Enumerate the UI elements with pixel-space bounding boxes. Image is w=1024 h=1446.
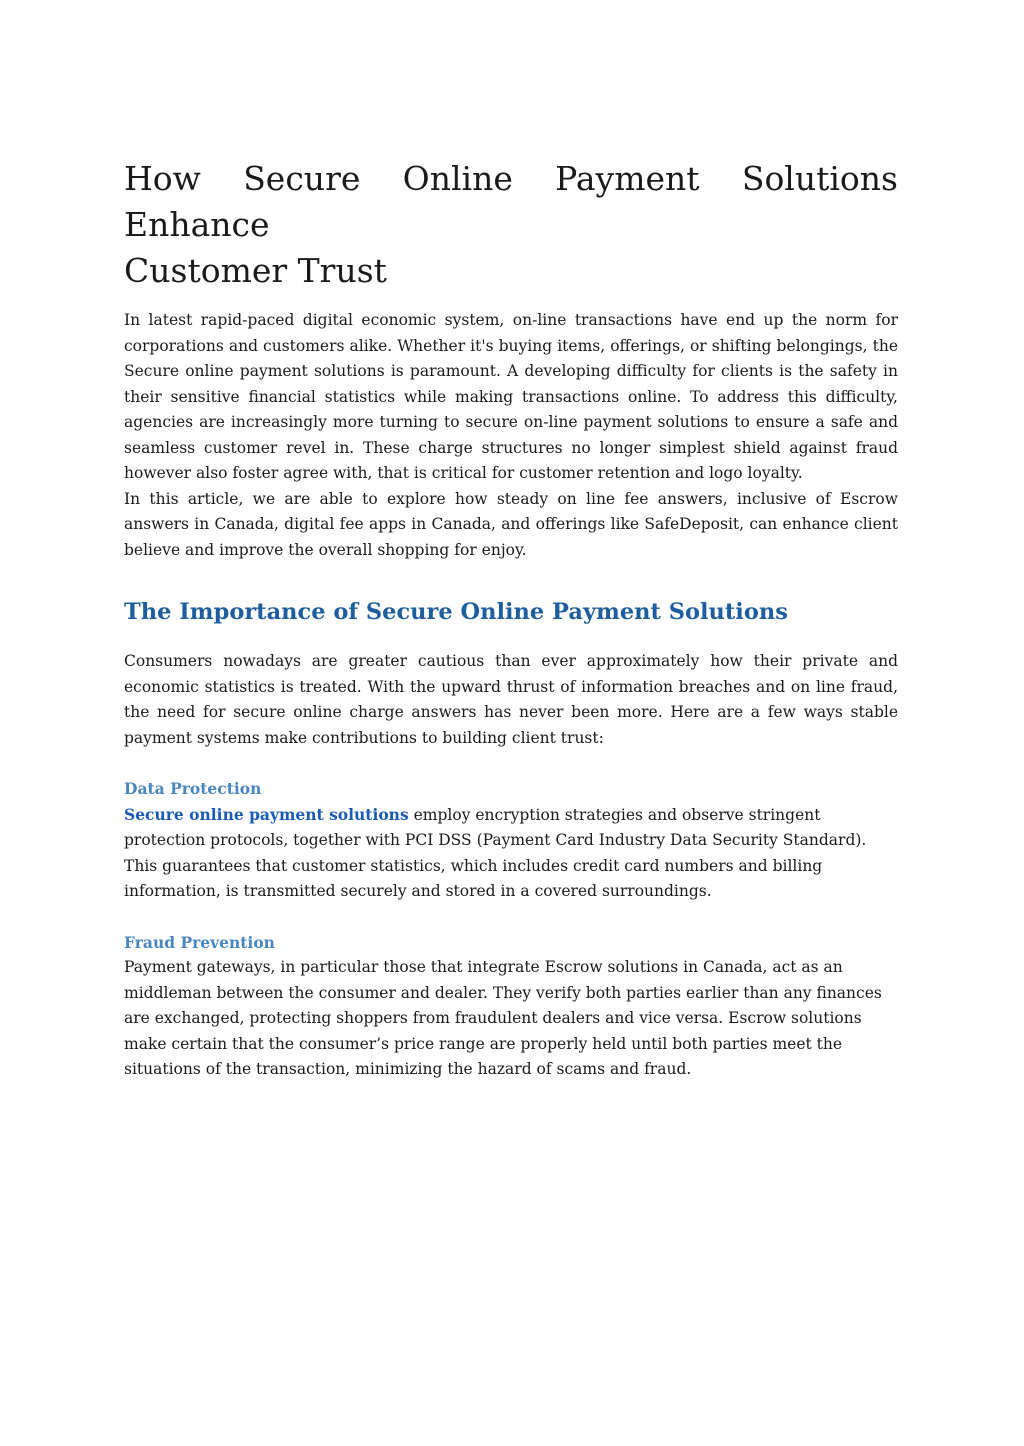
document-page	[124, 156, 898, 1083]
fraud-prevention-paragraph: Payment gateways, in particular those that integrate Escrow solutions in Canada, act as an middleman between the consumer and dealer. They verify both parties earlier than any finances are exchanged, protecting shoppers from fraudulent dealers and vice versa. Escrow solutions make certain that the consumer’s price range are properly held until both parties meet the situations of the transaction, minimizing the hazard of scams and fraud.	[124, 958, 882, 1078]
intro-paragraph-2: In this article, we are able to explore how steady on line fee answers, inclusive of Escrow answers in Canada, digital fee apps in Canada, and offerings like SafeDeposit, can enhance client believe and improve the overall shopping for enjoy.	[124, 489, 898, 559]
data-protection-body: employ encryption strategies and observe stringent protection protocols, together with PCI DSS (Payment Card Industry Data Security Standard). This guarantees that customer statistics, which includes credit card numbers and billing information, is transmitted securely and stored in a covered surroundings.	[124, 805, 867, 900]
page-title-line-1: How Secure Online Payment Solutions Enhance	[124, 159, 898, 244]
intro-paragraph: In latest rapid-paced digital economic system, on-line transactions have end up the norm for corporations and customers alike. Whether it's buying items, offerings, or shifting belongings, the Secure online payment solutions is paramount. A developing difficulty for clients is the safety in their sensitive financial statistics while making transactions online. To address this difficulty, agencies are increasingly more turning to secure on-line payment solutions to ensure a safe and seamless customer revel in. These charge structures no longer simplest shield against fraud however also foster agree with, that is critical for customer retention and logo loyalty.	[124, 311, 898, 482]
secure-payment-solutions-link[interactable]: Secure online payment solutions	[124, 804, 409, 824]
page-title-line-2: Customer Trust	[124, 251, 387, 290]
section-intro-paragraph: Consumers nowadays are greater cautious than ever approximately how their private and economic statistics is treated. With the upward thrust of information breaches and on line fraud, the need for secure online charge answers has never been more. Here are a few ways stable payment systems make contributions to building client trust:	[124, 652, 898, 747]
fraud-prevention-heading: Fraud Prevention	[124, 932, 275, 952]
data-protection-paragraph	[124, 802, 898, 905]
data-protection-heading: Data Protection	[124, 779, 262, 798]
page-title	[124, 156, 898, 294]
section-heading: The Importance of Secure Online Payment Solutions	[124, 599, 788, 625]
